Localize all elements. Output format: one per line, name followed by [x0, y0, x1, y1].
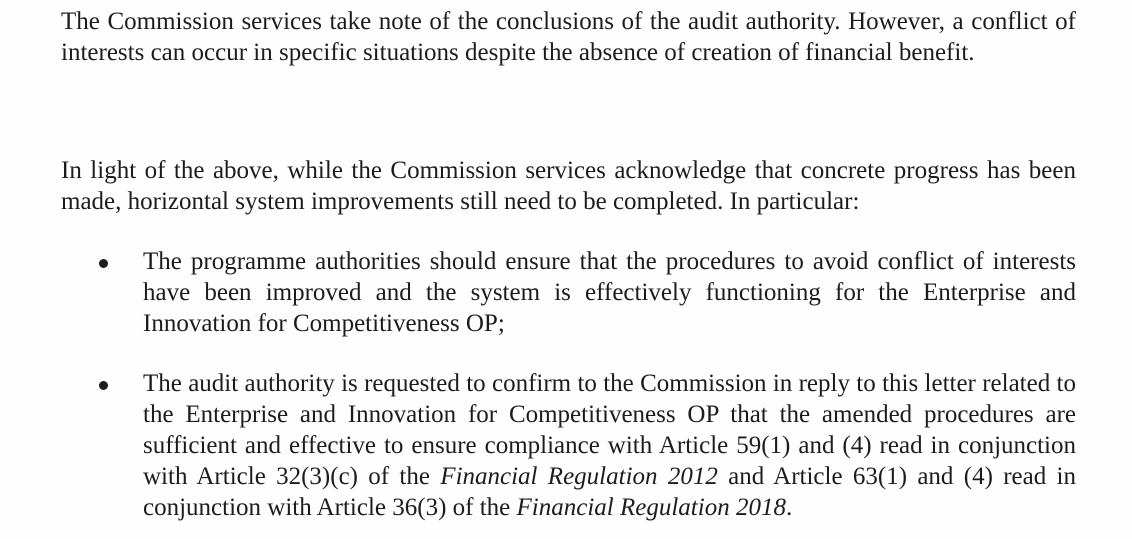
list-item-text-part: The audit authority is requested to confirm to the Commission in reply to this letter related to the Enterprise and Innovation for Competitiveness OP that the amended procedures are sufficient and effective to ensure compliance with Article 59(1) and (4) read in conjunction with Article 32(3)(c) of the: [143, 370, 1076, 490]
paragraph-conflict-of-interests: The Commission services take note of the conclusions of the audit authority. However, a conflict of interests can occur in specific situations despite the absence of creation of financial benefit.: [61, 8, 1076, 66]
list-item-text-part: and Article 63(1) and (4) read in conjunction with Article 36(3) of the: [143, 463, 1076, 521]
list-item-text: [143, 368, 1076, 523]
bullet-icon: [99, 381, 108, 390]
regulation-reference: Financial Regulation 2012: [440, 463, 718, 490]
regulation-reference: Financial Regulation 2018: [516, 494, 786, 521]
paragraph-progress-summary: In light of the above, while the Commission services acknowledge that concrete progress has been made, horizontal system improvements still need to be completed. In particular:: [61, 157, 1076, 215]
list-item-text: The programme authorities should ensure that the procedures to avoid conflict of interests have been improved and the system is effectively functioning for the Enterprise and Innovation for Competitiveness OP;: [143, 248, 1076, 337]
list-item-text-part: .: [785, 494, 793, 521]
bullet-icon: [99, 259, 108, 268]
